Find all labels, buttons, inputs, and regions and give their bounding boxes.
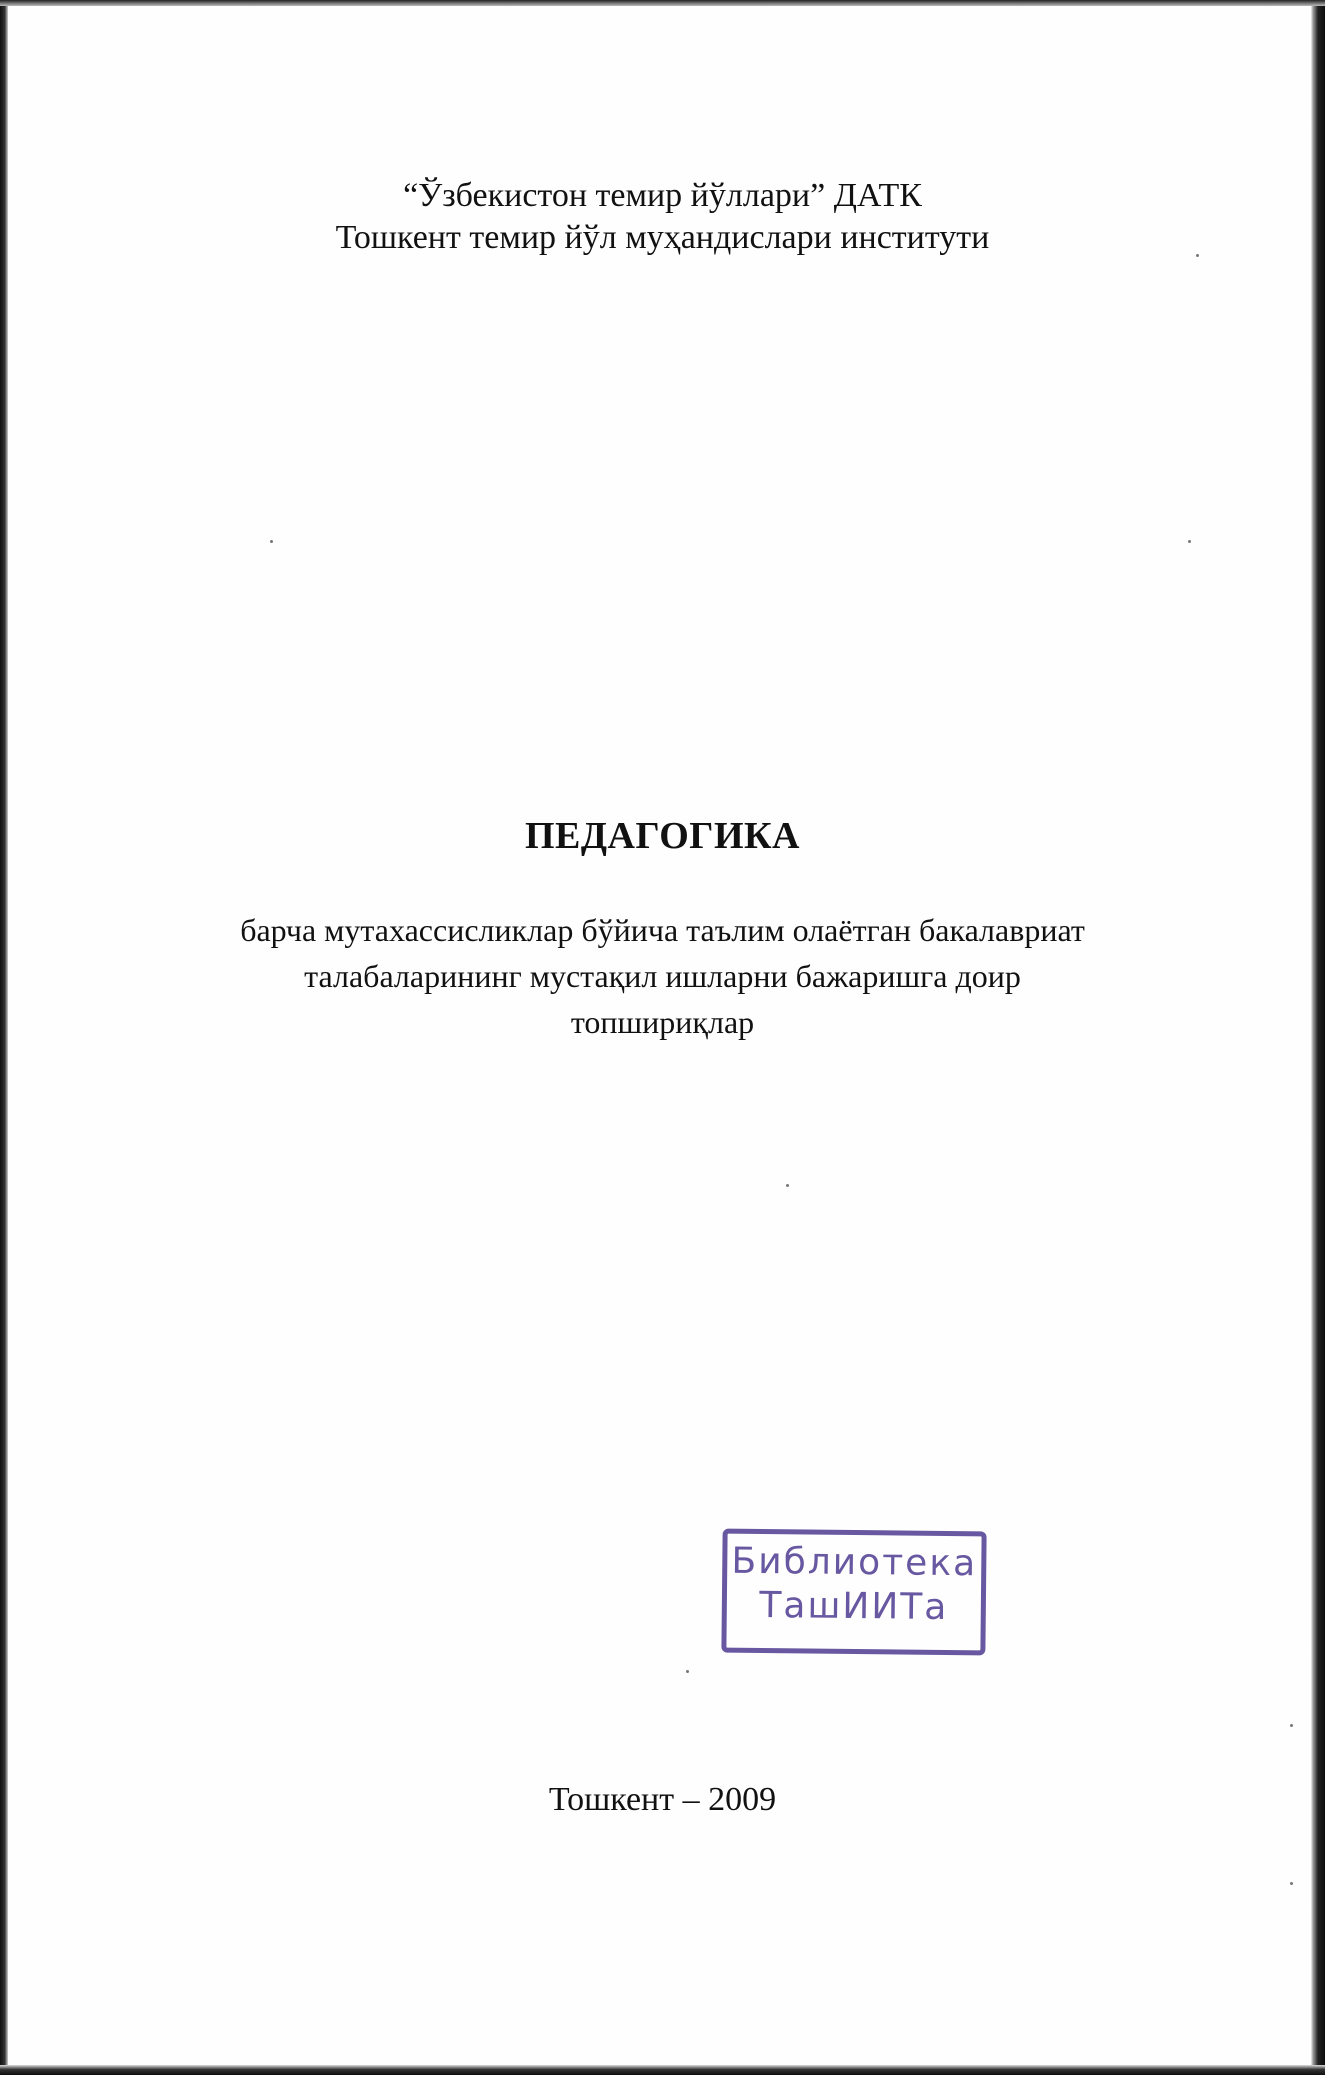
subtitle-line-1: барча мутахассисликлар бўйича таълим олаётган бакалавриат — [240, 912, 1085, 948]
subtitle-line-3: топшириқлар — [570, 1004, 755, 1040]
library-stamp — [721, 1529, 986, 1656]
document-title: ПЕДАГОГИКА — [524, 815, 800, 857]
stamp-line-1: Библиотека — [731, 1540, 978, 1585]
stamp-line-2: ТашИИТа — [759, 1585, 949, 1628]
subtitle-line-2: талабаларининг мустақил ишларни бажаришга доир — [304, 958, 1021, 994]
scan-speck — [686, 1670, 689, 1673]
scan-speck — [786, 1184, 789, 1187]
scan-speck — [1188, 540, 1191, 543]
footer-place-year: Тошкент – 2009 — [548, 1781, 777, 1818]
header-institute: Тошкент темир йўл муҳандислари институти — [335, 219, 990, 256]
scan-speck — [1290, 1882, 1293, 1885]
header-organization: “Ўзбекистон темир йўллари” ДАТК — [403, 177, 922, 214]
scan-speck — [1196, 254, 1199, 257]
scan-speck — [270, 540, 273, 543]
scan-speck — [1290, 1724, 1293, 1727]
scan-edge-top — [0, 0, 1325, 6]
scan-edge-bottom — [0, 2065, 1325, 2075]
